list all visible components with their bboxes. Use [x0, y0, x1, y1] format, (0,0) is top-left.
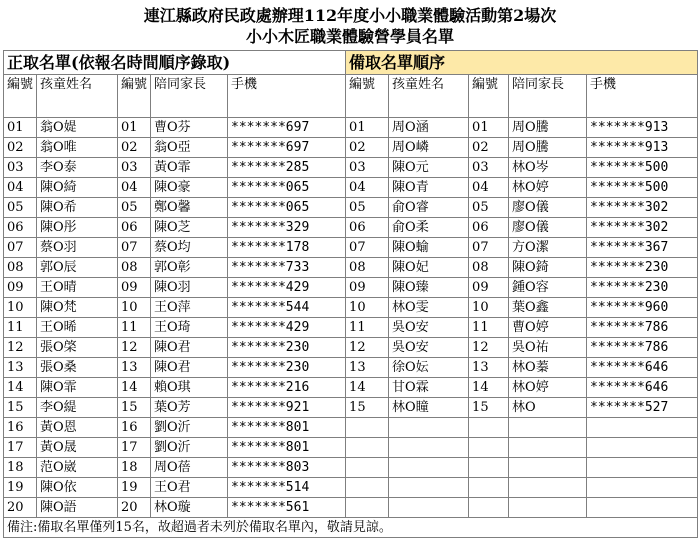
waitlist-parent-name-cell: 林O	[509, 398, 587, 418]
col-header-waitlist-child: 孩童姓名	[389, 75, 469, 118]
admitted-parent-name-cell: 周O蓓	[151, 458, 228, 478]
admitted-phone-cell: *******329	[228, 218, 346, 238]
admitted-number-cell: 02	[4, 138, 37, 158]
col-header-waitlist-parent-number: 編號	[469, 75, 509, 118]
admitted-phone-cell: *******178	[228, 238, 346, 258]
admitted-child-name-cell: 翁O媞	[37, 118, 118, 138]
waitlist-parent-number-cell	[469, 478, 509, 498]
waitlist-child-name-cell	[389, 458, 469, 478]
table-row	[4, 138, 698, 158]
table-row	[4, 298, 698, 318]
waitlist-phone-cell: *******646	[587, 358, 698, 378]
waitlist-parent-number-cell: 01	[469, 118, 509, 138]
admitted-parent-name-cell: 王O君	[151, 478, 228, 498]
table-row	[4, 118, 698, 138]
waitlist-phone-cell: *******913	[587, 118, 698, 138]
waitlist-child-name-cell: 俞O睿	[389, 198, 469, 218]
waitlist-phone-cell: *******500	[587, 178, 698, 198]
col-header-waitlist-number: 編號	[346, 75, 389, 118]
admitted-child-name-cell: 張O桑	[37, 358, 118, 378]
admitted-parent-name-cell: 鄭O馨	[151, 198, 228, 218]
waitlist-parent-name-cell: 林O婷	[509, 178, 587, 198]
table-row	[4, 358, 698, 378]
waitlist-parent-number-cell: 04	[469, 178, 509, 198]
admitted-phone-cell: *******216	[228, 378, 346, 398]
table-row	[4, 338, 698, 358]
admitted-parent-name-cell: 陳O君	[151, 358, 228, 378]
waitlist-number-cell: 05	[346, 198, 389, 218]
admitted-phone-cell: *******230	[228, 358, 346, 378]
section-header-row	[4, 51, 698, 75]
admitted-parent-number-cell: 05	[118, 198, 151, 218]
admitted-number-cell: 10	[4, 298, 37, 318]
admitted-phone-cell: *******801	[228, 438, 346, 458]
admitted-parent-name-cell: 劉O沂	[151, 438, 228, 458]
waitlist-phone-cell: *******500	[587, 158, 698, 178]
waitlist-child-name-cell	[389, 418, 469, 438]
waitlist-parent-name-cell: 吳O祐	[509, 338, 587, 358]
admitted-parent-number-cell: 13	[118, 358, 151, 378]
waitlist-parent-number-cell: 12	[469, 338, 509, 358]
col-header-phone: 手機	[228, 75, 346, 118]
admitted-parent-number-cell: 04	[118, 178, 151, 198]
admitted-child-name-cell: 陳O希	[37, 198, 118, 218]
col-header-waitlist-phone: 手機	[587, 75, 698, 118]
admitted-number-cell: 09	[4, 278, 37, 298]
admitted-child-name-cell: 陳O語	[37, 498, 118, 518]
waitlist-phone-cell: *******527	[587, 398, 698, 418]
admitted-parent-number-cell: 11	[118, 318, 151, 338]
admitted-number-cell: 06	[4, 218, 37, 238]
admitted-child-name-cell: 陳O依	[37, 478, 118, 498]
waitlist-parent-name-cell: 方O潔	[509, 238, 587, 258]
waitlist-parent-name-cell: 周O騰	[509, 138, 587, 158]
waitlist-parent-name-cell: 葉O鑫	[509, 298, 587, 318]
waitlist-parent-name-cell: 廖O儀	[509, 198, 587, 218]
waitlist-parent-name-cell	[509, 458, 587, 478]
admitted-child-name-cell: 蔡O羽	[37, 238, 118, 258]
admitted-child-name-cell: 李O緹	[37, 398, 118, 418]
waitlist-child-name-cell	[389, 478, 469, 498]
table-row	[4, 258, 698, 278]
waitlist-phone-cell: *******646	[587, 378, 698, 398]
waitlist-child-name-cell: 吳O安	[389, 338, 469, 358]
admitted-phone-cell: *******697	[228, 138, 346, 158]
note-text: 備注:備取名單僅列15名，故超過者未列於備取名單內，敬請見諒。	[4, 518, 698, 538]
table-row	[4, 218, 698, 238]
waitlist-child-name-cell: 陳O青	[389, 178, 469, 198]
admitted-phone-cell: *******065	[228, 198, 346, 218]
admitted-child-name-cell: 陳O綺	[37, 178, 118, 198]
waitlist-number-cell: 10	[346, 298, 389, 318]
admitted-phone-cell: *******065	[228, 178, 346, 198]
admitted-parent-name-cell: 陳O君	[151, 338, 228, 358]
waitlist-parent-number-cell	[469, 438, 509, 458]
waitlist-phone-cell: *******367	[587, 238, 698, 258]
admitted-parent-name-cell: 蔡O均	[151, 238, 228, 258]
admitted-phone-cell: *******285	[228, 158, 346, 178]
waitlist-parent-number-cell: 15	[469, 398, 509, 418]
admitted-parent-number-cell: 02	[118, 138, 151, 158]
waitlist-number-cell: 02	[346, 138, 389, 158]
waitlist-parent-number-cell: 03	[469, 158, 509, 178]
waitlist-parent-name-cell: 林O蓁	[509, 358, 587, 378]
admitted-parent-name-cell: 黃O霏	[151, 158, 228, 178]
waitlist-parent-name-cell	[509, 418, 587, 438]
admitted-parent-name-cell: 劉O沂	[151, 418, 228, 438]
roster-table	[3, 50, 698, 538]
table-row	[4, 438, 698, 458]
waitlist-phone-cell: *******302	[587, 218, 698, 238]
waitlist-number-cell: 04	[346, 178, 389, 198]
admitted-child-name-cell: 黃O恩	[37, 418, 118, 438]
table-row	[4, 398, 698, 418]
waitlist-phone-cell: *******786	[587, 318, 698, 338]
table-row	[4, 238, 698, 258]
admitted-phone-cell: *******429	[228, 318, 346, 338]
waitlist-number-cell: 14	[346, 378, 389, 398]
waitlist-child-name-cell	[389, 498, 469, 518]
waitlist-parent-name-cell: 廖O儀	[509, 218, 587, 238]
waitlist-child-name-cell: 陳O元	[389, 158, 469, 178]
admitted-parent-number-cell: 09	[118, 278, 151, 298]
admitted-parent-name-cell: 郭O彰	[151, 258, 228, 278]
waitlist-parent-number-cell: 08	[469, 258, 509, 278]
admitted-section-title: 正取名單(依報名時間順序錄取)	[4, 51, 346, 75]
admitted-phone-cell: *******514	[228, 478, 346, 498]
admitted-parent-name-cell: 曹O芬	[151, 118, 228, 138]
col-header-parent: 陪同家長	[151, 75, 228, 118]
admitted-parent-number-cell: 01	[118, 118, 151, 138]
admitted-parent-name-cell: 陳O芝	[151, 218, 228, 238]
admitted-parent-number-cell: 12	[118, 338, 151, 358]
waitlist-phone-cell	[587, 458, 698, 478]
admitted-parent-number-cell: 19	[118, 478, 151, 498]
waitlist-child-name-cell: 陳O蝓	[389, 238, 469, 258]
waitlist-phone-cell: *******230	[587, 278, 698, 298]
admitted-number-cell: 15	[4, 398, 37, 418]
admitted-parent-number-cell: 16	[118, 418, 151, 438]
waitlist-number-cell: 06	[346, 218, 389, 238]
waitlist-parent-name-cell: 林O岑	[509, 158, 587, 178]
table-row	[4, 378, 698, 398]
waitlist-number-cell: 01	[346, 118, 389, 138]
admitted-parent-name-cell: 王O琦	[151, 318, 228, 338]
waitlist-parent-name-cell	[509, 478, 587, 498]
waitlist-child-name-cell: 俞O柔	[389, 218, 469, 238]
waitlist-parent-name-cell: 曹O婷	[509, 318, 587, 338]
admitted-phone-cell: *******733	[228, 258, 346, 278]
note-row	[4, 518, 698, 538]
admitted-parent-number-cell: 06	[118, 218, 151, 238]
admitted-parent-number-cell: 20	[118, 498, 151, 518]
admitted-number-cell: 03	[4, 158, 37, 178]
waitlist-number-cell: 13	[346, 358, 389, 378]
waitlist-parent-name-cell	[509, 498, 587, 518]
waitlist-parent-number-cell: 10	[469, 298, 509, 318]
col-header-waitlist-parent: 陪同家長	[509, 75, 587, 118]
admitted-number-cell: 05	[4, 198, 37, 218]
column-header-row	[4, 75, 698, 118]
admitted-parent-name-cell: 林O璇	[151, 498, 228, 518]
admitted-child-name-cell: 李O泰	[37, 158, 118, 178]
waitlist-parent-name-cell: 林O婷	[509, 378, 587, 398]
waitlist-child-name-cell: 甘O霖	[389, 378, 469, 398]
waitlist-parent-number-cell	[469, 498, 509, 518]
admitted-number-cell: 12	[4, 338, 37, 358]
admitted-phone-cell: *******544	[228, 298, 346, 318]
waitlist-phone-cell	[587, 438, 698, 458]
admitted-child-name-cell: 陳O霏	[37, 378, 118, 398]
admitted-child-name-cell: 張O棨	[37, 338, 118, 358]
waitlist-number-cell	[346, 438, 389, 458]
admitted-number-cell: 11	[4, 318, 37, 338]
admitted-parent-number-cell: 18	[118, 458, 151, 478]
admitted-parent-number-cell: 17	[118, 438, 151, 458]
admitted-parent-name-cell: 陳O羽	[151, 278, 228, 298]
admitted-phone-cell: *******230	[228, 338, 346, 358]
waitlist-number-cell	[346, 418, 389, 438]
admitted-number-cell: 01	[4, 118, 37, 138]
admitted-number-cell: 14	[4, 378, 37, 398]
admitted-number-cell: 20	[4, 498, 37, 518]
table-row	[4, 498, 698, 518]
waitlist-parent-number-cell: 14	[469, 378, 509, 398]
admitted-child-name-cell: 陳O梵	[37, 298, 118, 318]
waitlist-number-cell: 09	[346, 278, 389, 298]
waitlist-parent-name-cell	[509, 438, 587, 458]
waitlist-phone-cell: *******786	[587, 338, 698, 358]
admitted-parent-name-cell: 葉O芳	[151, 398, 228, 418]
waitlist-child-name-cell: 周O嶙	[389, 138, 469, 158]
waitlist-parent-name-cell: 陳O錡	[509, 258, 587, 278]
waitlist-phone-cell: *******960	[587, 298, 698, 318]
admitted-phone-cell: *******561	[228, 498, 346, 518]
waitlist-child-name-cell: 陳O妃	[389, 258, 469, 278]
waitlist-phone-cell: *******230	[587, 258, 698, 278]
waitlist-child-name-cell: 周O涵	[389, 118, 469, 138]
admitted-number-cell: 17	[4, 438, 37, 458]
table-row	[4, 418, 698, 438]
col-header-number: 編號	[4, 75, 37, 118]
waitlist-number-cell	[346, 498, 389, 518]
table-row	[4, 198, 698, 218]
admitted-number-cell: 13	[4, 358, 37, 378]
waitlist-child-name-cell	[389, 438, 469, 458]
admitted-parent-number-cell: 07	[118, 238, 151, 258]
admitted-number-cell: 16	[4, 418, 37, 438]
document-title: 連江縣政府民政處辦理112年度小小職業體驗活動第2場次	[143, 6, 557, 25]
waitlist-child-name-cell: 吳O安	[389, 318, 469, 338]
table-row	[4, 458, 698, 478]
admitted-parent-number-cell: 08	[118, 258, 151, 278]
waitlist-number-cell: 15	[346, 398, 389, 418]
admitted-number-cell: 19	[4, 478, 37, 498]
admitted-parent-number-cell: 10	[118, 298, 151, 318]
admitted-parent-number-cell: 14	[118, 378, 151, 398]
admitted-parent-number-cell: 03	[118, 158, 151, 178]
waitlist-child-name-cell: 陳O臻	[389, 278, 469, 298]
admitted-child-name-cell: 郭O辰	[37, 258, 118, 278]
waitlist-phone-cell	[587, 498, 698, 518]
waitlist-parent-number-cell: 13	[469, 358, 509, 378]
admitted-number-cell: 18	[4, 458, 37, 478]
waitlist-number-cell: 11	[346, 318, 389, 338]
admitted-parent-number-cell: 15	[118, 398, 151, 418]
admitted-number-cell: 04	[4, 178, 37, 198]
admitted-phone-cell: *******921	[228, 398, 346, 418]
waitlist-phone-cell	[587, 478, 698, 498]
waitlist-number-cell: 08	[346, 258, 389, 278]
waitlist-number-cell: 03	[346, 158, 389, 178]
waitlist-child-name-cell: 林O瞳	[389, 398, 469, 418]
waitlist-parent-number-cell: 06	[469, 218, 509, 238]
admitted-child-name-cell: 王O晴	[37, 278, 118, 298]
waitlist-phone-cell: *******302	[587, 198, 698, 218]
waitlist-number-cell: 12	[346, 338, 389, 358]
table-row	[4, 478, 698, 498]
admitted-child-name-cell: 王O晞	[37, 318, 118, 338]
table-row	[4, 318, 698, 338]
waitlist-parent-number-cell: 09	[469, 278, 509, 298]
admitted-child-name-cell: 范O崴	[37, 458, 118, 478]
admitted-phone-cell: *******429	[228, 278, 346, 298]
admitted-parent-name-cell: 翁O亞	[151, 138, 228, 158]
admitted-number-cell: 07	[4, 238, 37, 258]
waitlist-section-title: 備取名單順序	[346, 51, 698, 75]
waitlist-number-cell	[346, 458, 389, 478]
admitted-child-name-cell: 黃O晟	[37, 438, 118, 458]
admitted-parent-name-cell: 陳O豪	[151, 178, 228, 198]
admitted-child-name-cell: 翁O唯	[37, 138, 118, 158]
admitted-parent-name-cell: 王O萍	[151, 298, 228, 318]
admitted-phone-cell: *******697	[228, 118, 346, 138]
waitlist-child-name-cell: 徐O妘	[389, 358, 469, 378]
waitlist-parent-number-cell: 02	[469, 138, 509, 158]
waitlist-child-name-cell: 林O雯	[389, 298, 469, 318]
waitlist-parent-number-cell	[469, 418, 509, 438]
waitlist-parent-number-cell: 05	[469, 198, 509, 218]
table-row	[4, 278, 698, 298]
admitted-phone-cell: *******801	[228, 418, 346, 438]
admitted-child-name-cell: 陳O彤	[37, 218, 118, 238]
waitlist-phone-cell	[587, 418, 698, 438]
waitlist-parent-name-cell: 周O騰	[509, 118, 587, 138]
table-row	[4, 178, 698, 198]
admitted-number-cell: 08	[4, 258, 37, 278]
document-subtitle: 小小木匠職業體驗營學員名單	[245, 27, 454, 46]
waitlist-parent-number-cell: 11	[469, 318, 509, 338]
waitlist-parent-name-cell: 鍾O容	[509, 278, 587, 298]
col-header-child: 孩童姓名	[37, 75, 118, 118]
admitted-phone-cell: *******803	[228, 458, 346, 478]
waitlist-phone-cell: *******913	[587, 138, 698, 158]
waitlist-number-cell	[346, 478, 389, 498]
waitlist-parent-number-cell	[469, 458, 509, 478]
table-row	[4, 158, 698, 178]
waitlist-number-cell: 07	[346, 238, 389, 258]
col-header-parent-number: 編號	[118, 75, 151, 118]
admitted-parent-name-cell: 賴O琪	[151, 378, 228, 398]
waitlist-parent-number-cell: 07	[469, 238, 509, 258]
